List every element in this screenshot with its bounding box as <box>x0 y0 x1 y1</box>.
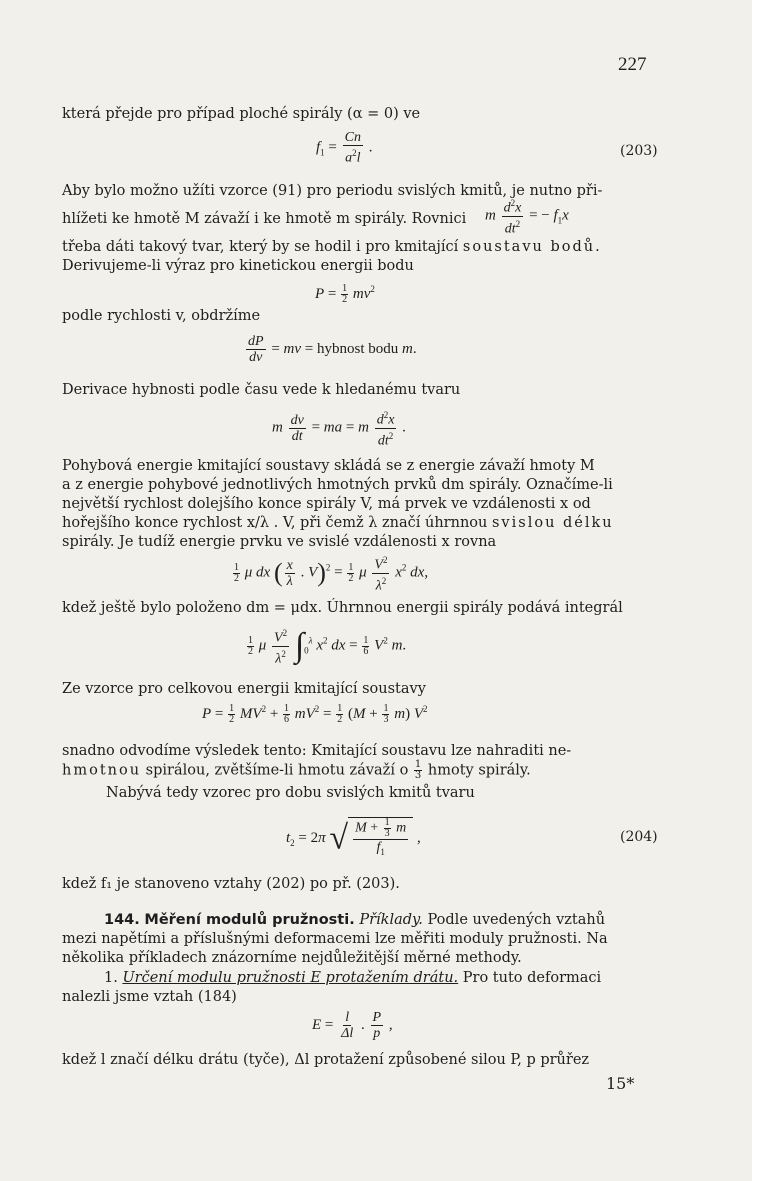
equation-kinetic-energy: P = $\frac{1}{2}$ $mv^2$ <box>315 283 375 306</box>
text-span-spaced: soustavu bodů. <box>462 239 602 255</box>
text-line <box>62 760 531 781</box>
section-heading <box>104 910 605 930</box>
item-number: 1. <box>104 970 118 986</box>
text-line <box>62 237 602 257</box>
text-line <box>62 513 614 533</box>
text-line: spirály. Je tudíž energie prvku ve svislé vzdálenosti x rovna <box>62 534 497 550</box>
equation-force: m $\frac{dv}{dt}$ = ma = m $\frac{d^2x}{dt^2}$ . <box>272 410 406 449</box>
text-line: kdež ještě bylo položeno dm = μdx. Úhrnnou energii spirály podává integrál <box>62 600 623 616</box>
text-span: hořejšího konce rychlost x/λ . V, při čemž λ značí úhrnnou <box>62 515 488 531</box>
text-line: mezi napětími a příslušnými deformacemi lze měřiti moduly pružnosti. Na <box>62 931 608 947</box>
equation-youngs-modulus: E = $\frac{l}{\Delta l}$ . $\frac{P}{p}$ , <box>312 1010 393 1041</box>
equation-momentum: $\frac{dP}{dv}$ = mv = hybnost bodu m. <box>248 334 417 365</box>
text-line: hlížeti ke hmotě M závaží i ke hmotě m spirály. Rovnici <box>62 211 467 227</box>
text-line: Derivace hybnosti podle času vede k hledanému tvaru <box>62 382 461 398</box>
text-line: Aby bylo možno užíti vzorce (91) pro periodu svislých kmitů, je nutno při- <box>62 183 603 199</box>
text-span-spaced: svislou délku <box>491 515 614 531</box>
text-line: která přejde pro případ ploché spirály (α = 0) ve <box>62 106 421 122</box>
page-edge <box>752 0 760 1181</box>
text-line: a z energie pohybové jednotlivých hmotných prvků dm spirály. Označíme-li <box>62 477 613 493</box>
text-line: Ze vzorce pro celkovou energii kmitající soustavy <box>62 681 426 697</box>
text-span: třeba dáti takový tvar, který by se hodil i pro kmitající <box>62 239 459 255</box>
equation-203: $f_1$ = $\frac{Cn}{a^2l}$ . <box>316 130 373 166</box>
text-span: Podle uvedených vztahů <box>427 912 606 928</box>
page-number: 227 <box>618 54 647 75</box>
inline-equation: m $\frac{d^2x}{dt^2}$ = − $f_1x$ <box>485 198 569 237</box>
equation-integral: $\frac{1}{2}$ μ $\frac{V^2}{\lambda^2}$ $\int_0^\lambda$ $x^2$ dx = $\frac{1}{6}$ $V^2$ m. <box>248 627 407 667</box>
section-subtitle: Příklady. <box>359 912 423 928</box>
text-line: snadno odvodíme výsledek tento: Kmitající soustavu lze nahraditi ne- <box>62 743 572 759</box>
text-span: hybnost bodu <box>317 340 399 357</box>
text-span: spirálou, zvětšíme-li hmotu závaží o <box>145 762 409 779</box>
text-line: kdež f₁ je stanoveno vztahy (202) po př. (203). <box>62 876 400 892</box>
text-line: kdež l značí délku drátu (tyče), Δl protažení způsobené silou P, p průřez <box>62 1052 590 1068</box>
equation-number: (203) <box>620 143 658 159</box>
equation-total-energy: P = $\frac{1}{2}$ $MV^2$ + $\frac{1}{6}$ $mV^2$ = $\frac{1}{2}$ (M + $\frac{1}{3}$ m) $V^2$ <box>202 703 428 726</box>
footer-signature: 15* <box>606 1074 635 1093</box>
text-line: Pohybová energie kmitající soustavy skládá se z energie závaží hmoty M <box>62 458 595 474</box>
text-line: podle rychlosti v, obdržíme <box>62 308 261 324</box>
text-line: největší rychlost dolejšího konce spirály V, má prvek ve vzdálenosti x od <box>62 496 591 512</box>
text-span: Pro tuto deformaci <box>462 970 602 986</box>
section-number: 144. <box>104 912 140 928</box>
equation-element-energy: $\frac{1}{2}$ μ dx ( $\frac{x}{\lambda}$ . V)$^2$ = $\frac{1}{2}$ μ $\frac{V^2}{\lambda^2}$ $x^2$ dx, <box>234 555 429 594</box>
text-line: Nabývá tedy vzorec pro dobu svislých kmitů tvaru <box>106 785 475 801</box>
fraction-one-third: $\frac{1}{3}$ <box>414 759 422 781</box>
text-span: hmoty spirály. <box>427 762 531 779</box>
text-line: nalezli jsme vztah (184) <box>62 989 237 1005</box>
section-title: Měření modulů pružnosti. <box>144 912 355 928</box>
equation-number: (204) <box>620 829 658 845</box>
item-title: Určení modulu pružnosti E protažením drátu. <box>122 970 459 986</box>
text-line: několika příkladech znázorníme nejdůležitější měrné methody. <box>62 950 522 966</box>
text-line: Derivujeme-li výraz pro kinetickou energii bodu <box>62 258 414 274</box>
text-span-spaced: hmotnou <box>62 762 142 779</box>
equation-204: $t_2 = 2\pi$ √ M + $\frac{1}{3}$ m $f_1$ , <box>286 817 421 860</box>
list-item <box>104 968 601 988</box>
